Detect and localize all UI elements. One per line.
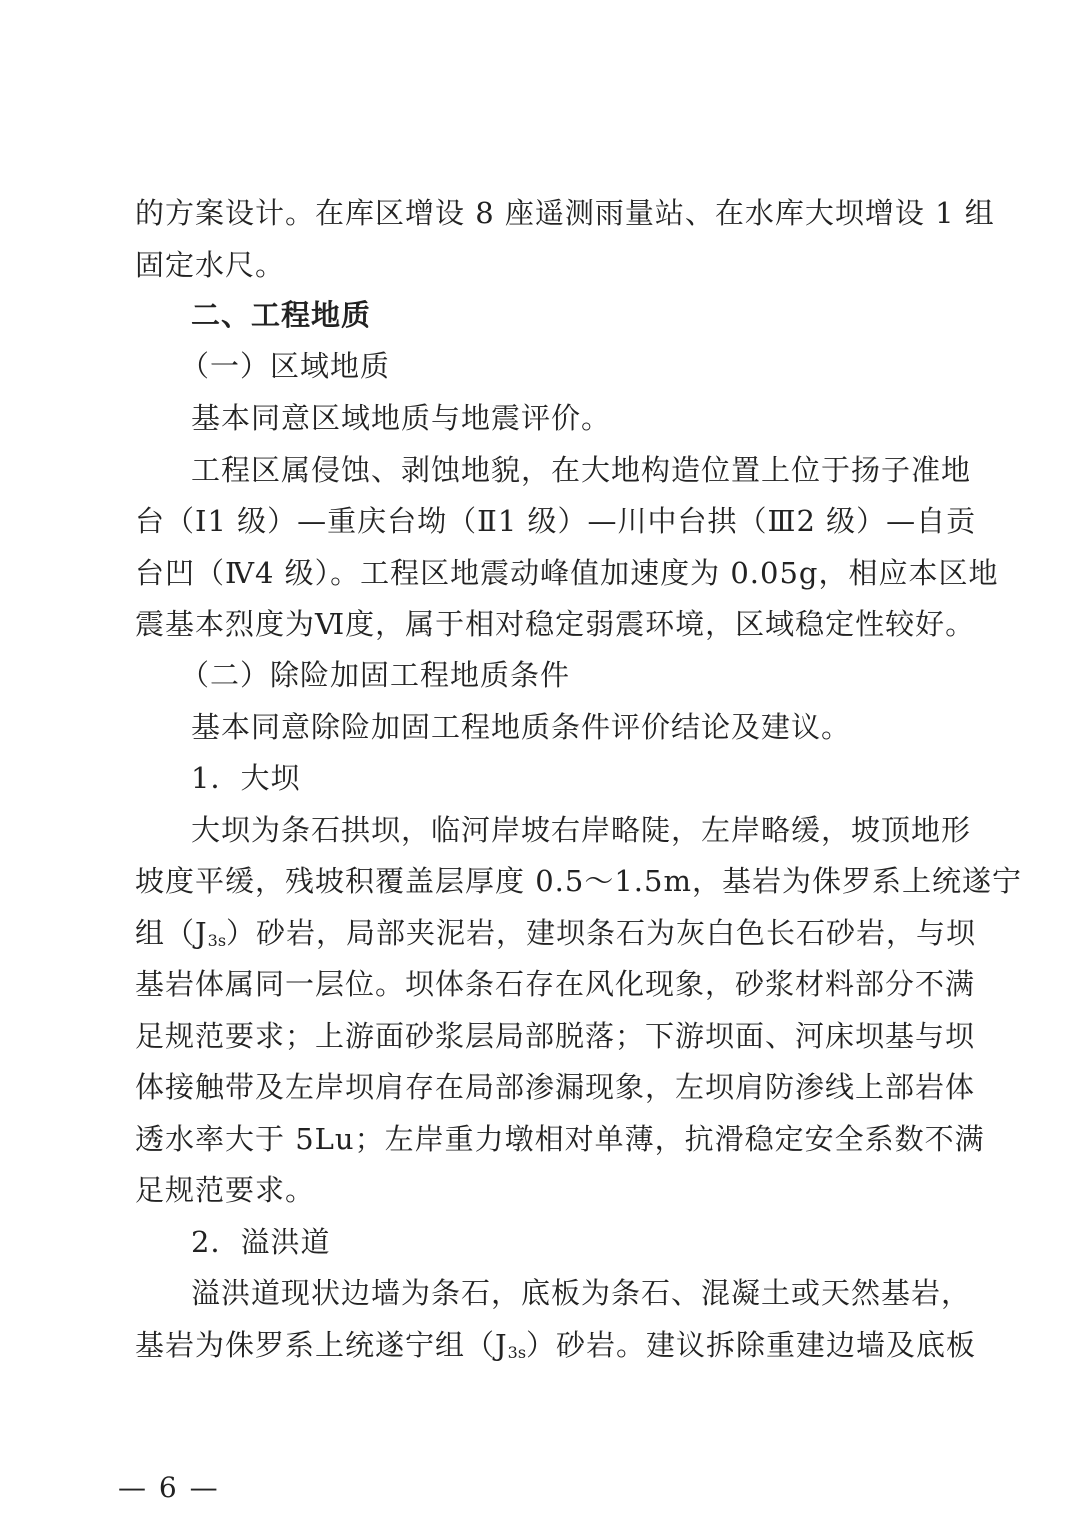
subsection-heading: （二）除险加固工程地质条件 <box>180 658 571 692</box>
body-line: 的方案设计。在库区增设 8 座遥测雨量站、在水库大坝增设 1 组 <box>135 196 995 230</box>
body-line: 坡度平缓，残坡积覆盖层厚度 0.5～1.5m，基岩为侏罗系上统遂宁 <box>135 864 1022 898</box>
body-line: 大坝为条石拱坝，临河岸坡右岸略陡，左岸略缓，坡顶地形 <box>191 813 972 847</box>
body-line: 固定水尺。 <box>135 248 286 282</box>
item-heading: 1．大坝 <box>191 761 301 795</box>
body-line: 足规范要求。 <box>135 1173 316 1207</box>
section-heading: 二、工程地质 <box>191 298 372 332</box>
body-line: 台（Ⅰ1 级）—重庆台坳（Ⅱ1 级）—川中台拱（Ⅲ2 级）—自贡 <box>135 504 977 538</box>
body-line: 溢洪道现状边墙为条石，底板为条石、混凝土或天然基岩， <box>191 1276 972 1310</box>
body-line: 基岩体属同一层位。坝体条石存在风化现象，砂浆材料部分不满 <box>135 967 976 1001</box>
body-line-with-formula: 组$(J_{3s})$砂岩，局部夹泥岩，建坝条石为灰白色长石砂岩，与坝 <box>135 916 977 950</box>
body-line: 基本同意除险加固工程地质条件评价结论及建议。 <box>191 710 852 744</box>
body-line: 体接触带及左岸坝肩存在局部渗漏现象，左坝肩防渗线上部岩体 <box>135 1070 976 1104</box>
body-line: 透水率大于 5Lu；左岸重力墩相对单薄，抗滑稳定安全系数不满 <box>135 1122 985 1156</box>
subsection-heading: （一）区域地质 <box>180 349 391 383</box>
item-heading: 2．溢洪道 <box>191 1225 331 1259</box>
body-line: 基本同意区域地质与地震评价。 <box>191 401 612 435</box>
body-line-with-formula: 基岩为侏罗系上统遂宁组$(J_{3s})$砂岩。建议拆除重建边墙及底板 <box>135 1328 977 1362</box>
page-number: — 6 — <box>118 1471 220 1504</box>
body-line: 工程区属侵蚀、剥蚀地貌，在大地构造位置上位于扬子准地 <box>191 453 972 487</box>
body-line: 台凹（Ⅳ4 级）。工程区地震动峰值加速度为 0.05g，相应本区地 <box>135 556 999 590</box>
body-line: 震基本烈度为Ⅵ度，属于相对稳定弱震环境，区域稳定性较好。 <box>135 607 976 641</box>
body-line: 足规范要求；上游面砂浆层局部脱落；下游坝面、河床坝基与坝 <box>135 1019 976 1053</box>
